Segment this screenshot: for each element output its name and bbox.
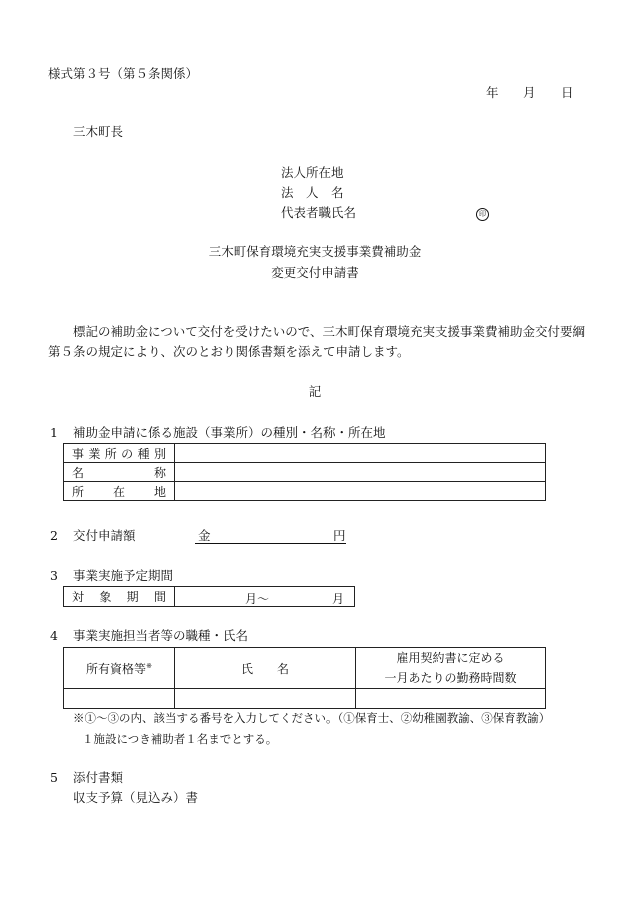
section4-note2: １施設につき補助者１名までとする。 — [82, 732, 278, 746]
facility-name-value[interactable] — [175, 463, 546, 482]
staff-table — [63, 647, 546, 709]
form-number: 様式第３号（第５条関係） — [48, 66, 199, 81]
period-table — [63, 586, 355, 607]
document-title-line2: 変更交付申請書 — [271, 265, 359, 280]
period-label: 対 象 期 間 — [72, 590, 166, 604]
staff-name-header: 氏 名 — [175, 648, 356, 689]
staff-name-cell[interactable] — [175, 689, 356, 709]
section1-number: 1 — [50, 425, 58, 440]
facility-name-label: 名 称 — [72, 465, 166, 480]
staff-header-row — [64, 648, 546, 689]
attachment-item: 収支予算（見込み）書 — [73, 790, 199, 805]
section5-heading: 添付書類 — [73, 770, 124, 785]
date-day-label: 日 — [561, 85, 574, 100]
applicant-address-label: 法人所在地 — [281, 165, 344, 180]
ki-label: 記 — [308, 384, 322, 399]
date-year-label: 年 — [486, 85, 499, 100]
working-hours-header-line2: 一月あたりの勤務時間数 — [384, 671, 517, 685]
facility-name-label-cell — [64, 463, 175, 482]
period-value[interactable] — [175, 587, 355, 607]
staff-data-row — [64, 689, 546, 709]
facility-address-value[interactable] — [175, 482, 546, 501]
section1-heading: 補助金申請に係る施設（事業所）の種別・名称・所在地 — [73, 425, 386, 440]
qualification-header-text: 所有資格等 — [86, 661, 147, 676]
representative-label: 代表者職氏名 — [281, 205, 357, 220]
applicant-name-label: 法 人 名 — [281, 185, 344, 200]
amount-input-line[interactable] — [195, 543, 346, 544]
document-title-line1: 三木町保育環境充実支援事業費補助金 — [208, 244, 422, 259]
body-text-line1: 標記の補助金について交付を受けたいので、三木町保育環境充実支援事業費補助金交付要綱 — [73, 324, 586, 339]
working-hours-header-line1: 雇用契約書に定める — [396, 651, 505, 665]
section2-number: 2 — [50, 528, 58, 543]
seal-glyph: 印 — [476, 208, 489, 221]
facility-address-label-cell — [64, 482, 175, 501]
facility-type-label: 事 業 所 の 種 別 — [72, 446, 166, 461]
facility-type-value[interactable] — [175, 444, 546, 463]
facility-name-row — [64, 463, 546, 482]
section3-number: 3 — [50, 568, 58, 583]
working-hours-header — [356, 648, 546, 689]
facility-address-label: 所 在 地 — [72, 484, 166, 499]
amount-prefix: 金 — [198, 528, 211, 543]
section4-note1: ※①〜③の内、該当する番号を入力してください。（①保育士、②幼稚園教諭、③保育教諭） — [73, 711, 551, 725]
section4-heading: 事業実施担当者等の職種・氏名 — [73, 628, 249, 643]
qualification-header — [64, 648, 175, 689]
section4-number: 4 — [50, 628, 58, 643]
period-to: 月 — [332, 592, 345, 606]
facility-address-row — [64, 482, 546, 501]
body-text-line2: 第５条の規定により、次のとおり関係書類を添えて申請します。 — [48, 344, 410, 359]
section2-heading: 交付申請額 — [73, 528, 136, 543]
period-label-cell — [64, 587, 175, 607]
facility-table — [63, 443, 546, 501]
addressee: 三木町長 — [73, 124, 124, 139]
section3-heading: 事業実施予定期間 — [73, 568, 174, 583]
seal-mark — [476, 206, 489, 221]
facility-type-row — [64, 444, 546, 463]
date-month-label: 月 — [523, 85, 536, 100]
working-hours-cell[interactable] — [356, 689, 546, 709]
qualification-note-mark: ※ — [146, 661, 152, 670]
period-from: 月〜 — [245, 592, 270, 606]
amount-unit: 円 — [333, 528, 346, 543]
qualification-cell[interactable] — [64, 689, 175, 709]
period-row — [64, 587, 355, 607]
facility-type-label-cell — [64, 444, 175, 463]
section5-number: 5 — [50, 770, 58, 785]
